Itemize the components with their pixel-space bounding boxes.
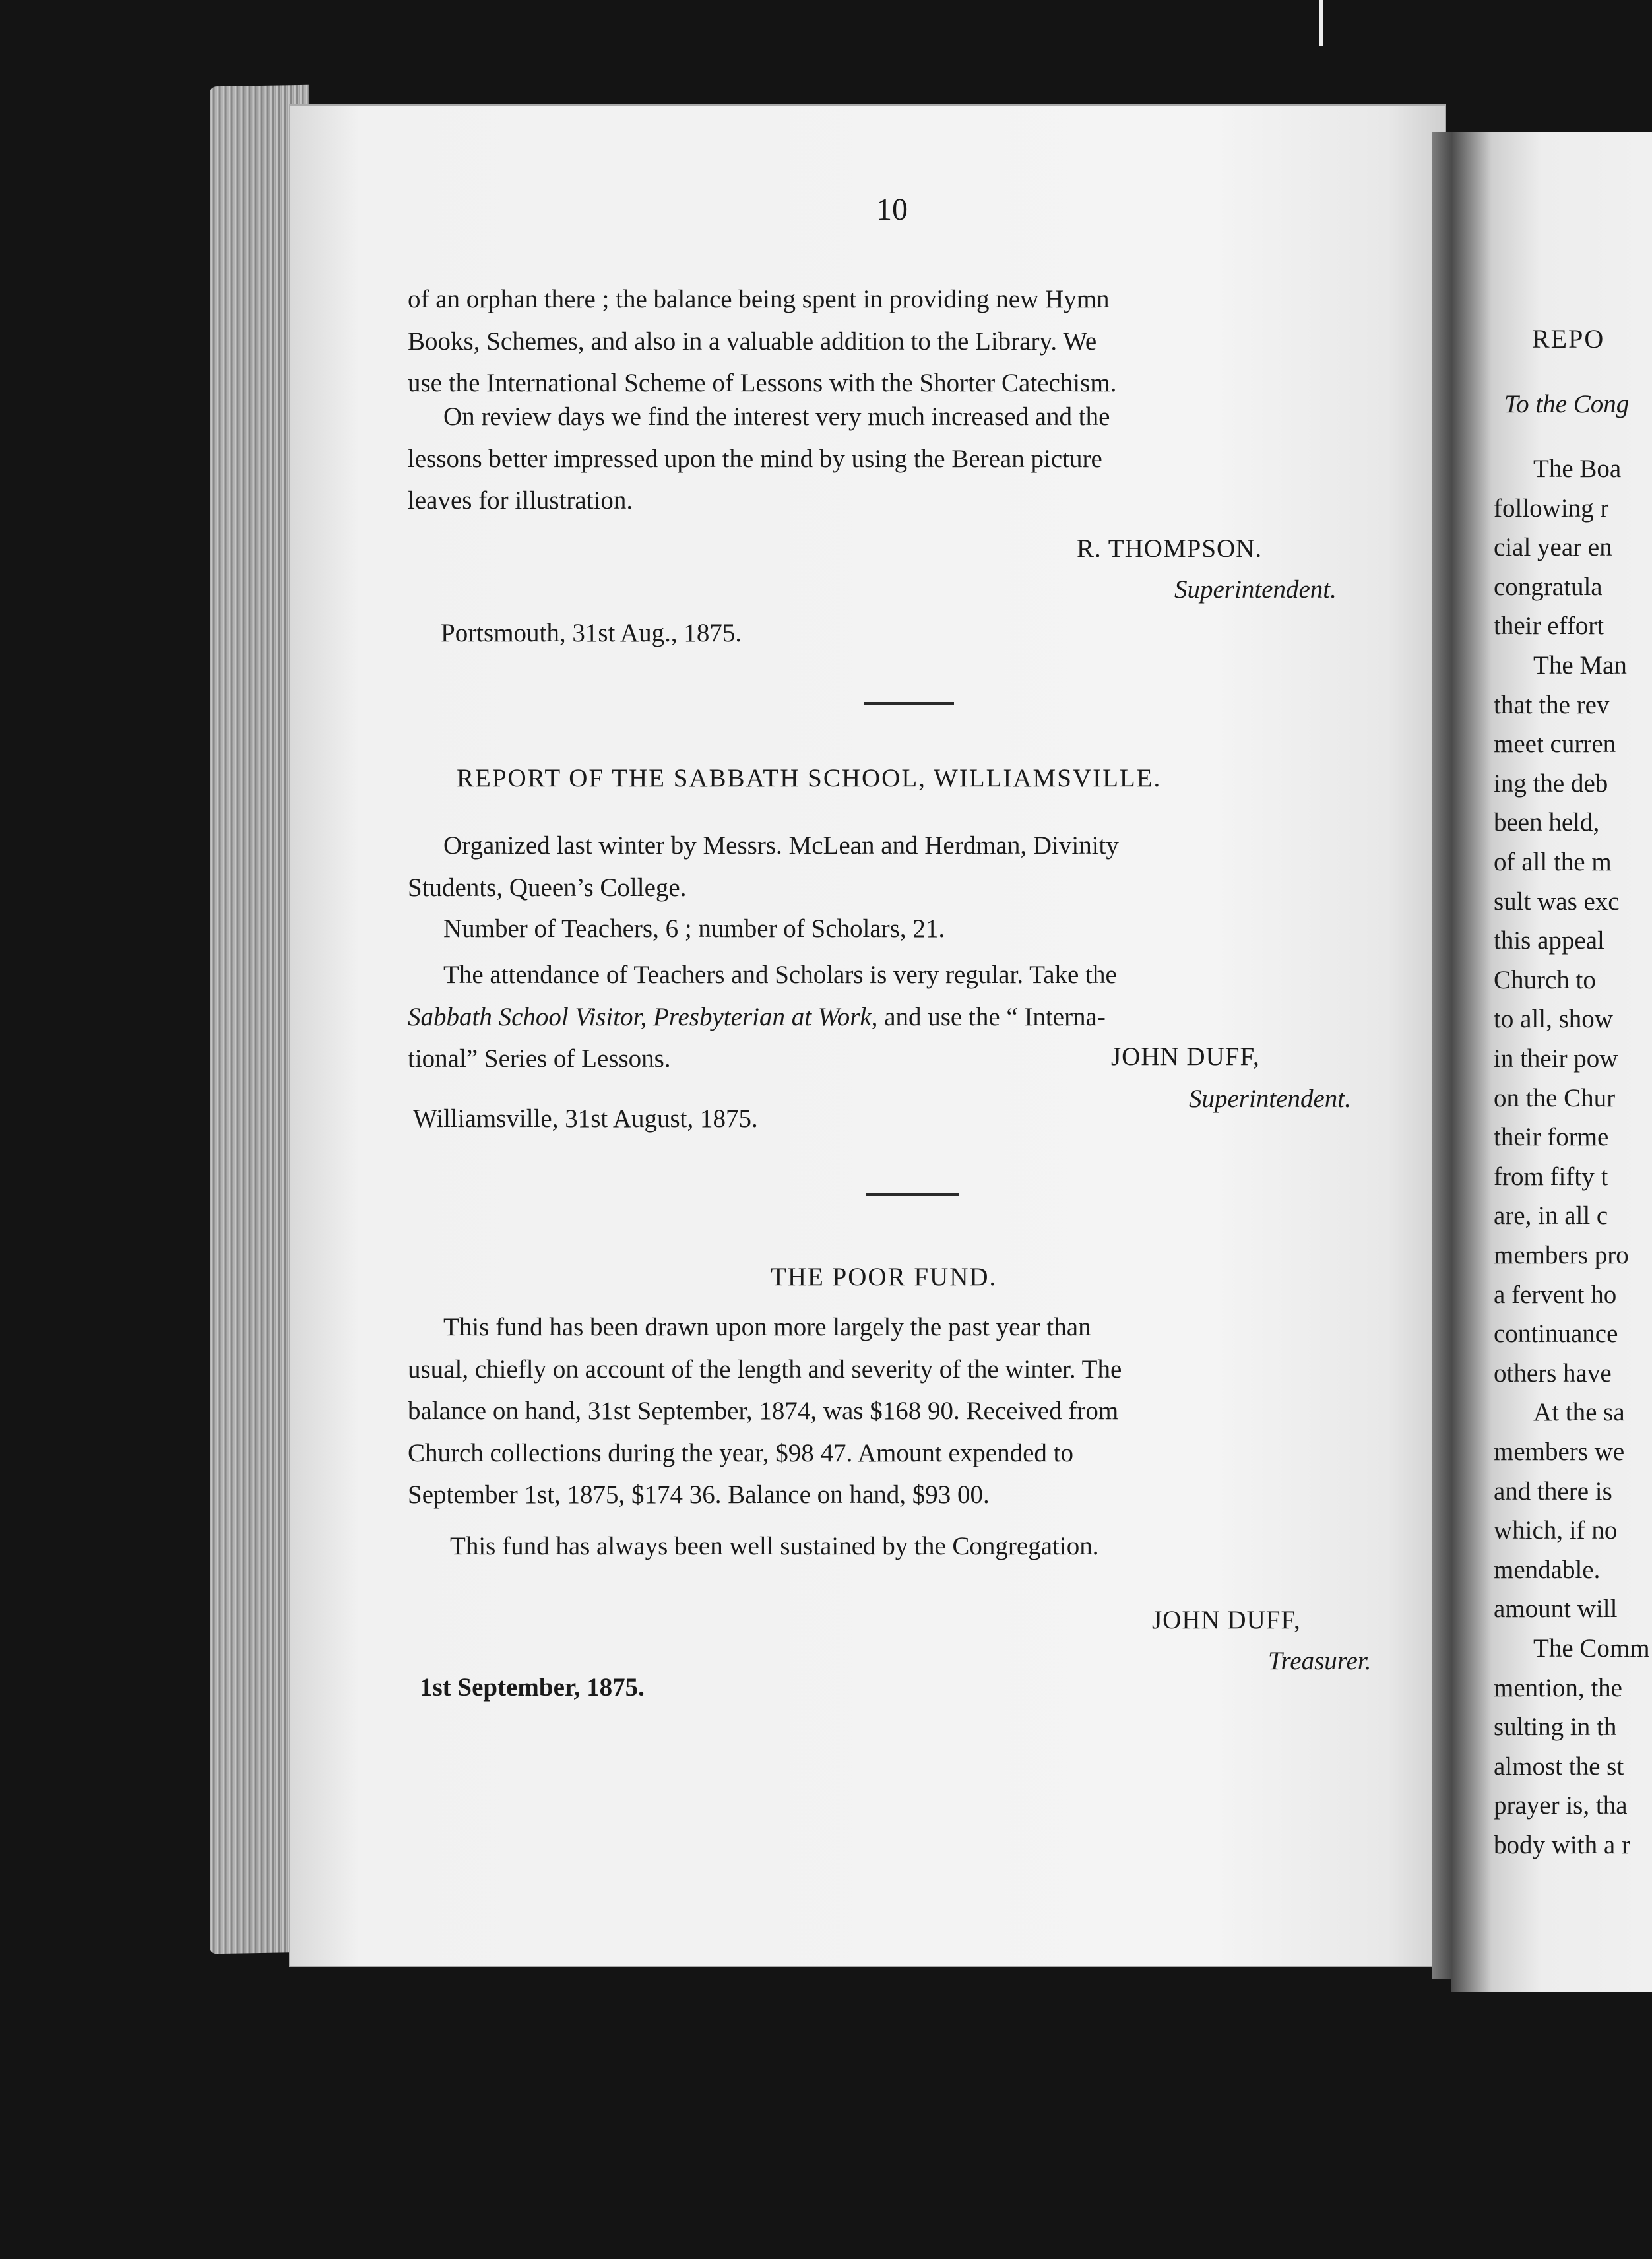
right-page-text-line: to all, show — [1494, 1005, 1613, 1034]
signature-title: Superintendent. — [1174, 575, 1337, 604]
right-page-text-line: Church to — [1494, 965, 1596, 994]
right-page-text-line: At the sa — [1533, 1398, 1625, 1427]
date: 1st September, 1875. — [420, 1673, 645, 1702]
right-page-text-line: been held, — [1494, 808, 1600, 837]
text-line: leaves for illustration. — [408, 486, 633, 515]
section-divider — [866, 1193, 959, 1196]
right-page-text-line: meet curren — [1494, 730, 1616, 759]
right-page-text-line: amount will — [1494, 1595, 1618, 1624]
text-line: Church collections during the year, $98 47. Amount expended to — [408, 1438, 1073, 1467]
right-page-text-line: a fervent ho — [1494, 1280, 1617, 1309]
right-page-text-line: this appeal — [1494, 926, 1604, 955]
text-line: use the International Scheme of Lessons with the Shorter Catechism. — [408, 369, 1117, 397]
text-line: balance on hand, 31st September, 1874, was $168 90. Received from — [408, 1397, 1119, 1425]
text-line: September 1st, 1875, $174 36. Balance on hand, $93 00. — [408, 1480, 990, 1509]
right-page-salutation: To the Cong — [1504, 390, 1630, 418]
right-page-text-line: and there is — [1494, 1477, 1612, 1506]
place-date: Williamsville, 31st August, 1875. — [413, 1104, 758, 1133]
right-page-text-line: their effort — [1494, 612, 1604, 641]
right-page-text-line: which, if no — [1494, 1516, 1618, 1545]
williamsville-paragraph-2: Number of Teachers, 6 ; number of Scholars, 21. — [443, 914, 945, 943]
right-page-text-line: sult was exc — [1494, 887, 1620, 916]
text-line: of an orphan there ; the balance being spent in providing new Hymn — [408, 285, 1110, 313]
section-divider — [864, 702, 954, 705]
periodical-titles: Sabbath School Visitor, Presbyterian at Work, — [408, 1002, 878, 1031]
text-line: Books, Schemes, and also in a valuable addition to the Library. We — [408, 327, 1097, 356]
right-page-text-line: of all the m — [1494, 848, 1612, 876]
right-page-text-line: mention, the — [1494, 1673, 1622, 1702]
right-page-text-line: are, in all c — [1494, 1201, 1608, 1230]
text-line: tional” Series of Lessons. — [408, 1044, 671, 1073]
right-page-text-line: that the rev — [1494, 690, 1610, 719]
right-page-text-line: members pro — [1494, 1241, 1629, 1269]
section-heading: REPORT OF THE SABBATH SCHOOL, WILLIAMSVILLE. — [457, 764, 1162, 792]
right-page-text-line: The Boa — [1533, 455, 1622, 483]
right-page-text-line: body with a r — [1494, 1831, 1630, 1859]
right-page-text-line: on the Chur — [1494, 1083, 1616, 1112]
scan-mark — [1319, 0, 1323, 46]
right-page-text-line: cial year en — [1494, 533, 1612, 562]
right-page-text-line: from fifty t — [1494, 1162, 1608, 1191]
right-page-text-line: almost the st — [1494, 1752, 1624, 1781]
right-page-text-line: mendable. — [1494, 1555, 1601, 1584]
right-page-text-line: others have — [1494, 1358, 1612, 1387]
text-line: Organized last winter by Messrs. McLean and Herdman, Divinity — [443, 831, 1119, 860]
right-page-text-line: The Comm — [1533, 1634, 1650, 1663]
poor-fund-paragraph-2: This fund has always been well sustained by the Congregation. — [450, 1532, 1099, 1560]
signature-name: JOHN DUFF, — [1152, 1606, 1301, 1634]
right-page-text-line: following r — [1494, 493, 1609, 523]
text-line — [408, 996, 1405, 1038]
text-line: The attendance of Teachers and Scholars is very regular. Take the — [443, 961, 1117, 989]
right-page-text-line: The Man — [1533, 651, 1627, 680]
page-number: 10 — [876, 192, 908, 227]
text-span: and use the “ Interna- — [877, 1002, 1106, 1031]
signature-title: Superintendent. — [1189, 1085, 1351, 1113]
text-line: This fund has been drawn upon more largely the past year than — [443, 1313, 1091, 1341]
right-page-heading: REPO — [1532, 324, 1605, 354]
text-line: usual, chiefly on account of the length and severity of the winter. The — [408, 1354, 1122, 1384]
right-page-text-line: ing the deb — [1494, 769, 1608, 798]
right-page-text-line: congratula — [1494, 572, 1603, 601]
text-line: On review days we find the interest very much increased and the — [443, 402, 1110, 431]
right-page-text-line: in their pow — [1494, 1044, 1618, 1073]
williamsville-paragraph-1 — [408, 825, 1405, 908]
right-page-text-line: prayer is, tha — [1494, 1791, 1628, 1820]
right-page-text-line: sulting in th — [1494, 1713, 1617, 1742]
right-page-text-line: members we — [1494, 1438, 1625, 1466]
right-page-text-line: their forme — [1494, 1123, 1609, 1152]
thompson-report-paragraph-1 — [408, 278, 1405, 404]
signature-name: JOHN DUFF, — [1111, 1042, 1260, 1071]
section-heading: THE POOR FUND. — [771, 1263, 998, 1291]
place-date: Portsmouth, 31st Aug., 1875. — [441, 619, 742, 647]
text-line: lessons better impressed upon the mind by using the Berean picture — [408, 444, 1102, 473]
signature-title: Treasurer. — [1268, 1647, 1372, 1675]
thompson-report-paragraph-2 — [408, 396, 1405, 522]
signature-name: R. THOMPSON. — [1077, 534, 1263, 563]
poor-fund-paragraph-1 — [408, 1306, 1405, 1516]
right-page-text-line: continuance — [1494, 1320, 1618, 1349]
text-line: Students, Queen’s College. — [408, 873, 687, 902]
